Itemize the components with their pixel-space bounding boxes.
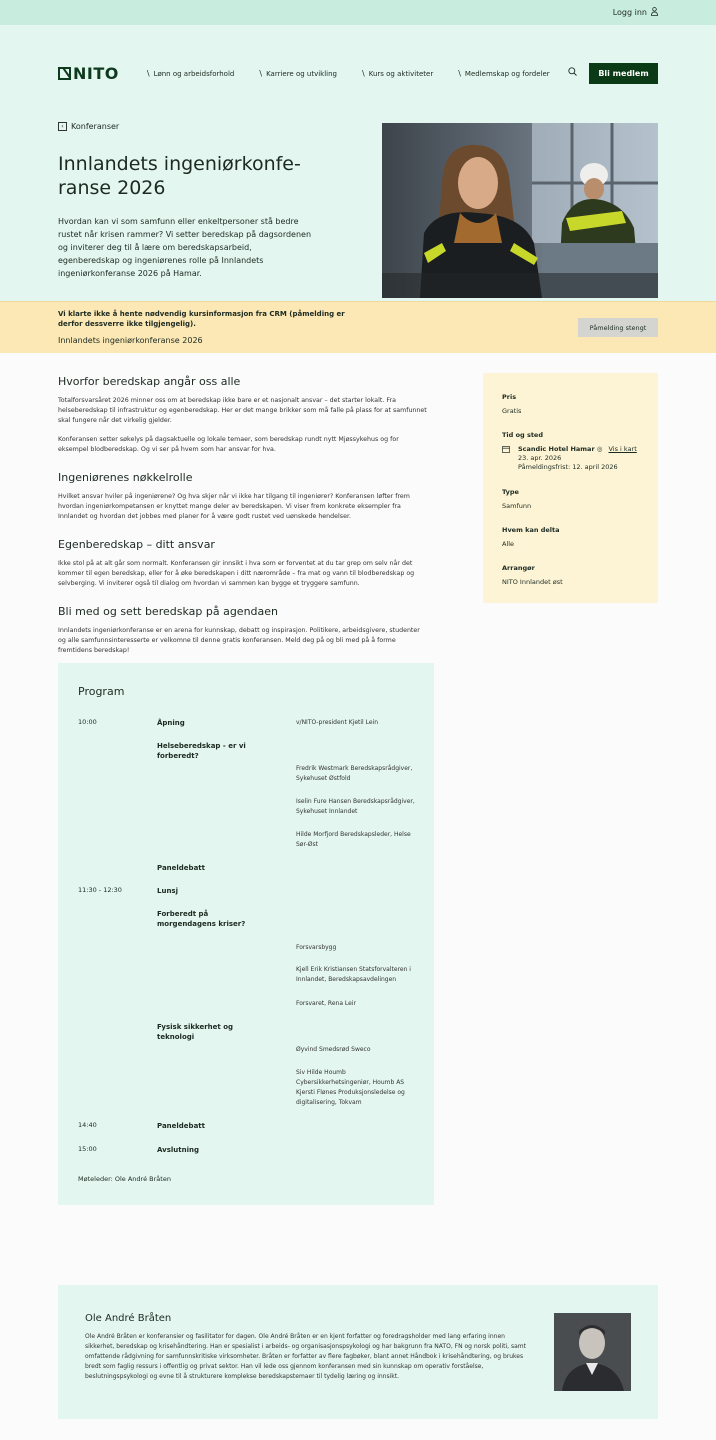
nito-logo[interactable] [58, 64, 119, 83]
map-link[interactable]: Vis i kart [608, 445, 637, 453]
section-paragraph: Innlandets ingeniørkonferanse er en arena for kunnskap, debatt og inspirasjon. Politikere, arbeidsgivere, studenter og alle samfunnsinteresserte er velkomne til denne gratis konferansen. Meld deg på og bli med på å forme fremtidens beredskap! [58, 627, 420, 654]
nav-item-label: Karriere og utvikling [266, 69, 338, 78]
join-button[interactable]: Bli medlem [589, 63, 658, 84]
event-location [502, 445, 639, 472]
program-heading: Program [78, 685, 125, 698]
organizer-value: NITO Innlandet øst [502, 578, 563, 586]
program-time: 10:00 [78, 718, 97, 726]
crm-alert [0, 301, 716, 353]
hero-section [0, 25, 716, 301]
program-speaker: v/NITO-president Kjetil Lein [296, 719, 379, 726]
program-title: Fysisk sikkerhet og teknologi [157, 1023, 234, 1041]
program-speaker: Iselin Fure Hansen Beredskapsrådgiver, Sykehuset Innlandet [296, 798, 415, 815]
moderator: Møteleder: Ole André Bråten [78, 1175, 171, 1183]
program-speaker: Kjell Erik Kristiansen Statsforvalteren i Innlandet, Beredskapsavdelingen [296, 966, 411, 983]
program-title: Forberedt på morgendagens kriser? [157, 910, 246, 928]
organizer-label: Arrangør [502, 564, 535, 572]
chevron-icon: \ [362, 68, 365, 78]
nav-item-karriere[interactable] [259, 69, 337, 78]
nav-item-lonn[interactable] [147, 69, 235, 78]
program-title: Helseberedskap - er vi forberedt? [157, 742, 246, 760]
nav-menu [147, 69, 575, 78]
time-place-label: Tid og sted [502, 431, 543, 439]
section-heading: Egenberedskap – ditt ansvar [58, 538, 215, 551]
program-title: Lunsj [157, 887, 178, 895]
speaker-text: Ole André Bråten er konferansier og fasilitator for dagen. Ole André Bråten er en kjent forfatter og foredragsholder med lang erfaring innen sikkerhet, beredskap og krisehåndtering. Han er spesialist i arbeids- og organisasjonspsykologi og har bakgrunn fra NATO, FN og norsk politi, samt omfattende rådgivning for samfunnskritiske virksomheter. Bråten er forfatter av flere fagbøker, blant annet Håndbok i krisehåndtering, og brukes bredt som faglig ressurs i offentlig og privat sektor. Han vil lede oss gjennom konferansen med sin kunnskap om operativ forståelse, beslutningspsykologi og evne til å strukturere komplekse beredskapstemaer til tydelig læring og innsikt. [85, 1333, 526, 1380]
hero-intro: Hvordan kan vi som samfunn eller enkeltpersoner stå bedre rustet når krisen rammer? Vi setter beredskap på dagsordenen og inviterer deg til å lære om beredskapsarbeid, egenberedskap og ingeniørenes rolle på Innlandets ingeniørkonferanse 2026 på Hamar. [58, 217, 312, 278]
program-title: Avslutning [157, 1146, 200, 1154]
section-heading: Ingeniørenes nøkkelrolle [58, 471, 193, 484]
article-content [58, 375, 428, 665]
section-paragraph: Hvilket ansvar hviler på ingeniørene? Og hva skjer når vi ikke har tilgang til ingeniører? Konferansen løfter frem hvordan ingeniørkompetansen er knyttet mange deler av beredskapen. Vi viser frem konkrete eksempler fra Innlandet og hvordan det jobbes med planer for å være godt rustet ved uønskede hendelser. [58, 493, 410, 520]
nav-item-label: Medlemskap og fordeler [464, 69, 550, 78]
section-heading: Hvorfor beredskap angår oss alle [58, 375, 241, 388]
speaker-portrait [554, 1313, 631, 1391]
who-label: Hvem kan delta [502, 526, 560, 534]
program-speaker: Forsvaret, Rena Leir [296, 1000, 356, 1007]
price-value: Gratis [502, 407, 522, 415]
section-heading: Bli med og sett beredskap på agendaen [58, 605, 278, 618]
program-speaker: Fredrik Westmark Beredskapsrådgiver, Sykehuset Østfold [296, 765, 413, 782]
program-speaker: Øyvind Smedsrød Sweco [296, 1046, 371, 1053]
map-pin-icon: ◎ [596, 445, 603, 453]
alert-message: Vi klarte ikke å hente nødvendig kursinformasjon fra CRM (påmelding er derfor dessverre ikke tilgjengelig). [58, 310, 345, 328]
price-label: Pris [502, 393, 517, 401]
chevron-icon: \ [458, 68, 461, 78]
program-title: Paneldebatt [157, 864, 205, 872]
program-time: 14:40 [78, 1121, 97, 1129]
breadcrumb[interactable] [58, 122, 119, 131]
nav-item-medlemskap[interactable] [458, 69, 549, 78]
main-nav [58, 63, 658, 83]
program-time: 11:30 - 12:30 [78, 886, 122, 894]
program-time: 15:00 [78, 1145, 97, 1153]
program-speaker: Siv Hilde Houmb Cybersikkerhetsingeniør, Houmb AS Kjersti Flønes Produksjonsledelse og digitalisering, Tokvam [296, 1069, 405, 1106]
section-paragraph: Konferansen setter søkelys på dagsaktuelle og lokale temaer, som beredskap rundt nytt Mjøssykehus og for eksempel blodberedskap. Og vi ser på hvem som har ansvar for hva. [58, 436, 399, 453]
chevron-icon: \ [146, 68, 150, 78]
section-paragraph: Totalforsvarsåret 2026 minner oss om at beredskap ikke bare er et nasjonalt ansvar – det starter lokalt. Fra helseberedskap til infrastruktur og egenberedskap. Her er det mange brikker som må falle på plass for at samfunnet skal fungere når det virkelig gjelder. [58, 397, 427, 424]
type-value: Samfunn [502, 502, 532, 510]
search-icon[interactable] [568, 67, 577, 79]
user-icon[interactable] [651, 7, 658, 19]
speaker-bio [58, 1285, 658, 1419]
who-value: Alle [502, 540, 515, 548]
venue-name: Scandic Hotel Hamar [518, 445, 595, 453]
registration-deadline: Påmeldingsfrist: 12. april 2026 [518, 463, 618, 471]
alert-subtitle: Innlandets ingeniørkonferanse 2026 [58, 336, 203, 345]
program-title: Paneldebatt [157, 1122, 205, 1130]
nav-item-kurs[interactable] [362, 69, 433, 78]
hero-photo [382, 123, 658, 298]
program-speaker: Hilde Morfjord Beredskapsleder, Helse Sør-Øst [296, 831, 411, 848]
breadcrumb-label: Konferanser [71, 122, 120, 131]
program-section [58, 663, 434, 1205]
logo-text: NITO [73, 63, 119, 83]
program-title: Åpning [157, 719, 185, 727]
utility-bar [0, 0, 716, 25]
type-label: Type [502, 488, 519, 496]
page-title: Innlandets ingeniørkonfe-ranse 2026 [58, 153, 301, 199]
nav-item-label: Lønn og arbeidsforhold [153, 69, 235, 78]
chevron-icon: \ [259, 68, 263, 78]
registration-closed-button[interactable]: Påmelding stengt [578, 318, 658, 337]
back-arrow-icon: ‹ [58, 122, 67, 131]
section-paragraph: Ikke stol på at alt går som normalt. Konferansen gir innsikt i hva som er forventet at du tar grep om selv når det kommer til egen beredskap, eller for å øke beredskapen i ditt nærområde – fra mat og vann til blodberedskap og selvberging. Vi inviterer også til dialog om hvordan vi sammen kan bygge et tryggere samfunn. [58, 560, 415, 587]
event-info-box [483, 373, 658, 603]
login-link[interactable]: Logg inn [612, 8, 647, 17]
calendar-icon [502, 445, 510, 472]
event-date: 23. apr. 2026 [518, 454, 562, 462]
speaker-name: Ole André Bråten [85, 1313, 172, 1324]
logo-mark-icon [58, 67, 71, 80]
program-speaker: Forsvarsbygg [296, 944, 337, 951]
nav-item-label: Kurs og aktiviteter [368, 69, 434, 78]
